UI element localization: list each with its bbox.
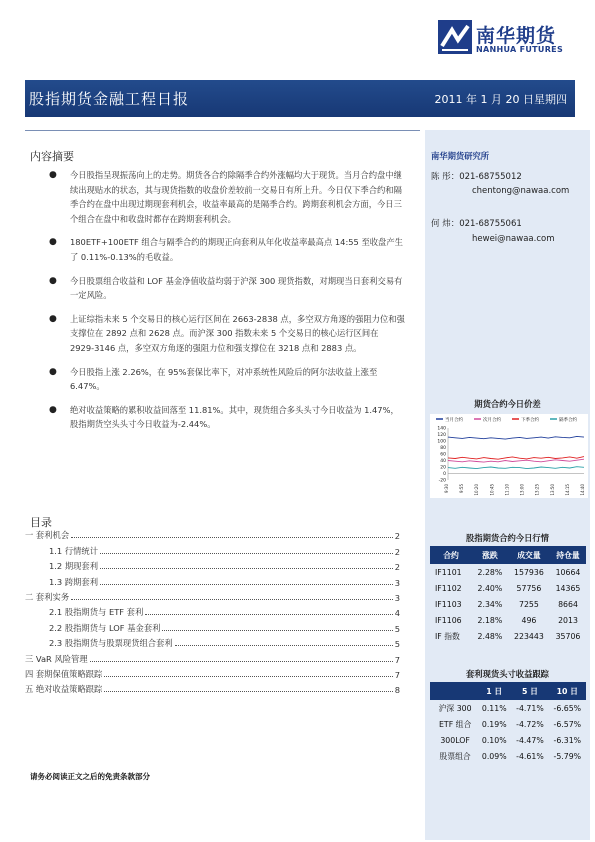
spread-chart-svg bbox=[430, 414, 588, 498]
toc-entry[interactable]: 2.3 股指期货与股票现货组合套利 5 bbox=[49, 638, 400, 650]
disclaimer-note: 请务必阅读正文之后的免责条款部分 bbox=[30, 772, 150, 781]
table-header: 5 日 bbox=[511, 682, 548, 700]
contact-phone: 何 炜：021-68755061 bbox=[431, 219, 522, 229]
y-tick-label: -20 bbox=[438, 478, 446, 484]
x-tick-label: 13:00 bbox=[519, 484, 525, 496]
spread-chart bbox=[430, 414, 588, 498]
quotes-table-title: 股指期货合约今日行情 bbox=[466, 533, 549, 543]
summary-bullet: ● 上证综指未来 5 个交易日的核心运行区间在 2663-2838 点，多空双方角逐的强阻力位和强支撑位在 2892 点和 2628 点。而沪深 300 指数未来 5 个交易日的核心运行区间在 2929-3146 点，多空双方角逐的强阻力位和强支撑位在 3218 点和 2883 点。 bbox=[49, 313, 405, 353]
x-tick-label: 11:10 bbox=[504, 484, 510, 496]
toc-entry[interactable]: 四 套期保值策略跟踪 7 bbox=[25, 668, 400, 680]
toc-entry[interactable]: 2.2 股指期货与 LOF 基金套利 5 bbox=[49, 622, 400, 634]
chart-title: 期货合约今日价差 bbox=[474, 399, 541, 409]
series-line bbox=[448, 457, 584, 460]
legend-label: 次月合约 bbox=[483, 418, 501, 423]
table-row: IF1106 2.18% 496 2013 bbox=[435, 616, 578, 626]
table-header: 持仓量 bbox=[550, 546, 586, 564]
legend-label: 当月合约 bbox=[445, 418, 463, 423]
toc-entry[interactable]: 1.2 期现套利 2 bbox=[49, 561, 400, 573]
x-tick-label: 10:45 bbox=[489, 484, 495, 496]
x-tick-label: 14:40 bbox=[580, 484, 585, 496]
toc-entry[interactable]: 1.1 行情统计 2 bbox=[49, 545, 400, 557]
toc-entry[interactable]: 一 套利机会 2 bbox=[25, 530, 400, 542]
summary-bullet: ● 今日股票组合收益和 LOF 基金净值收益均弱于沪深 300 现货指数，对期现当日套利交易有一定风险。 bbox=[49, 275, 403, 301]
table-row: IF 指数 2.48% 223443 35706 bbox=[435, 632, 581, 642]
table-row: 300LOF 0.10% -4.47% -6.31% bbox=[440, 735, 582, 745]
bullet-dot-icon: ● bbox=[49, 237, 57, 248]
x-tick-label: 9:55 bbox=[459, 484, 465, 493]
legend-label: 下季合约 bbox=[521, 418, 539, 423]
summary-bullet: ● 今日股指呈现振荡向上的走势。期货各合约除隔季合约外涨幅均大于现货。当月合约盘中继续出现贴水的状态，其与现货指数的收盘价差较前一交易日有所上升。今日仅下季合约和隔季合约在盘中出现过期现套利机会，收益率最高的是隔季合约。跨期套利机会方面，今日三个组合在盘中和收盘时都存在跨期套利机会。 bbox=[49, 170, 402, 224]
table-header: 成交量 bbox=[508, 546, 550, 564]
y-tick-label: 80 bbox=[440, 446, 446, 451]
table-header: 合约 bbox=[430, 546, 472, 564]
y-tick-label: 120 bbox=[437, 433, 446, 438]
legend-label: 隔季合约 bbox=[559, 418, 577, 423]
x-tick-label: 9:30 bbox=[444, 484, 449, 493]
table-header: 10 日 bbox=[549, 682, 586, 700]
summary-bullets bbox=[49, 168, 405, 441]
series-line bbox=[448, 467, 584, 469]
y-tick-label: 100 bbox=[437, 439, 446, 445]
y-tick-label: 140 bbox=[437, 426, 446, 432]
toc-entry[interactable]: 五 绝对收益策略跟踪 8 bbox=[25, 684, 400, 696]
series-line bbox=[448, 436, 584, 439]
report-header bbox=[25, 80, 575, 117]
toc-entry[interactable]: 1.3 跨期套利 3 bbox=[49, 576, 400, 588]
y-tick-label: 0 bbox=[443, 472, 446, 477]
table-of-contents bbox=[25, 526, 400, 695]
report-date: 2011 年 1 月 20 日星期四 bbox=[434, 93, 567, 106]
bullet-dot-icon: ● bbox=[49, 366, 57, 377]
contact-email[interactable]: hewei@nawaa.com bbox=[472, 234, 555, 244]
table-row: IF1101 2.28% 157936 10664 bbox=[435, 567, 581, 577]
logo-text-en: NANHUA FUTURES bbox=[476, 45, 564, 54]
toc-title: 目录 bbox=[30, 516, 52, 529]
table-header: 涨跌 bbox=[472, 546, 508, 564]
report-title: 股指期货金融工程日报 bbox=[29, 90, 190, 108]
x-tick-label: 10:20 bbox=[474, 484, 480, 496]
x-tick-label: 13:25 bbox=[534, 484, 540, 496]
y-tick-label: 60 bbox=[440, 452, 446, 458]
logo-text-cn: 南华期货 bbox=[476, 25, 557, 47]
table-header: 1 日 bbox=[477, 682, 511, 700]
x-tick-label: 13:50 bbox=[549, 484, 555, 496]
table-row: IF1102 2.40% 57756 14365 bbox=[435, 583, 581, 593]
contact-email[interactable]: chentong@nawaa.com bbox=[472, 186, 570, 196]
y-tick-label: 20 bbox=[440, 465, 446, 471]
toc-entry[interactable]: 三 VaR 风险管理 7 bbox=[25, 653, 400, 665]
divider bbox=[25, 130, 420, 131]
bullet-dot-icon: ● bbox=[49, 170, 57, 180]
table-row: IF1103 2.34% 7255 8664 bbox=[435, 599, 578, 609]
toc-entry[interactable]: 2.1 股指期货与 ETF 套利 4 bbox=[49, 607, 400, 619]
table-row: 股票组合 0.09% -4.61% -5.79% bbox=[439, 752, 582, 762]
contact-phone: 陈 彤：021-68755012 bbox=[431, 172, 522, 182]
quotes-table bbox=[430, 546, 586, 645]
x-tick-label: 14:15 bbox=[564, 484, 570, 496]
tracking-table bbox=[430, 682, 586, 765]
bullet-dot-icon: ● bbox=[49, 313, 57, 324]
series-line bbox=[448, 459, 584, 462]
summary-bullet: ● 今日股指上涨 2.26%，在 95%套保比率下，对冲系统性风险后的阿尔法收益上涨至 6.47%。 bbox=[49, 366, 378, 392]
nanhua-logo-icon bbox=[438, 20, 472, 54]
bullet-dot-icon: ● bbox=[49, 404, 57, 415]
toc-entry[interactable]: 二 套利实务 3 bbox=[25, 591, 400, 603]
company-logo bbox=[438, 20, 580, 60]
institute-name: 南华期货研究所 bbox=[431, 151, 490, 161]
table-row: ETF 组合 0.19% -4.72% -6.57% bbox=[439, 719, 582, 729]
summary-bullet: ● 180ETF+100ETF 组合与隔季合约的期现正向套利从年化收益率最高点 14:55 至收盘产生了 0.11%-0.13%的毛收益。 bbox=[49, 237, 403, 262]
y-tick-label: 40 bbox=[440, 459, 446, 464]
summary-bullet: ● 绝对收益策略的累积收益回落至 11.81%。其中，现货组合多头头寸今日收益为 1.47%，股指期货空头头寸今日收益为-2.44%。 bbox=[49, 404, 399, 430]
summary-title: 内容摘要 bbox=[30, 150, 74, 163]
tracking-table-title: 套利现货头寸收益跟踪 bbox=[466, 669, 549, 679]
table-row: 沪深 300 0.11% -4.71% -6.65% bbox=[438, 703, 582, 713]
table-header bbox=[430, 682, 477, 700]
bullet-dot-icon: ● bbox=[49, 275, 57, 286]
